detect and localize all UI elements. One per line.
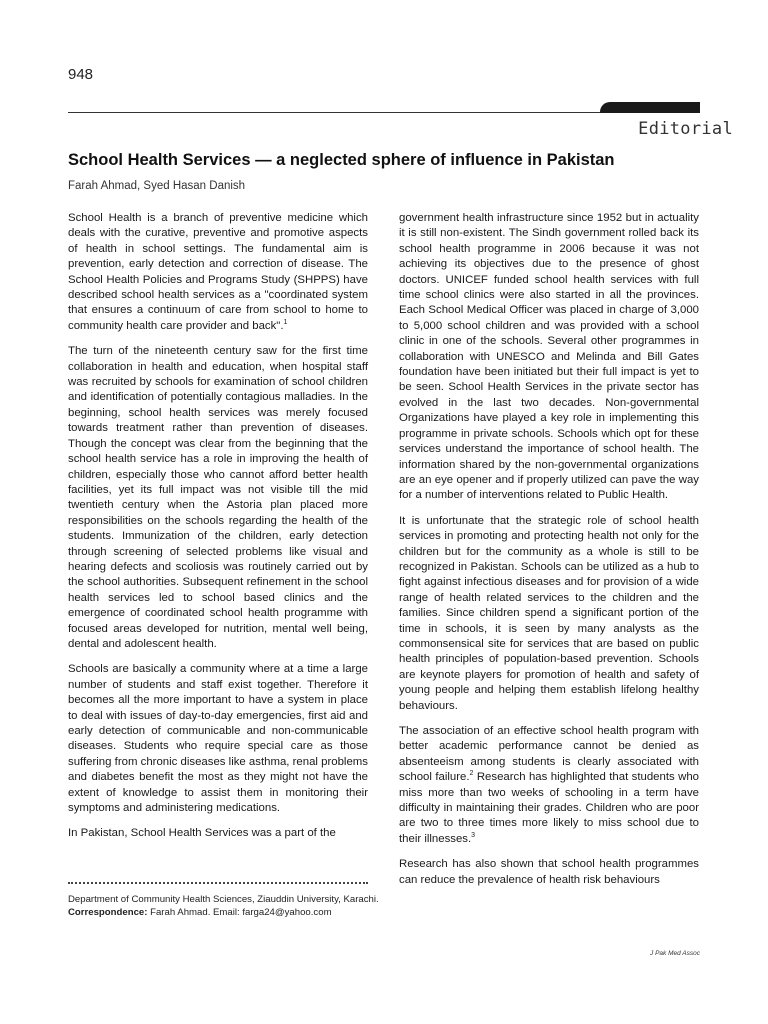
footnote-separator [68,882,368,884]
correspondence-label: Correspondence: [68,907,148,918]
correspondence [68,906,388,919]
reference-marker: 1 [283,319,288,327]
paragraph: In Pakistan, School Health Services was a part of the [68,827,336,840]
paragraph: The association of an effective school health program with better academic performance cannot be denied as absenteeism among students is clearly associated with school failure.$^2$ Research has highlighted that students who miss more than two weeks of schooling in a term have difficulty in maintaining their grades. Children who are poor are two to three times more likely to miss school due to their illnesses.$^3$ [399,725,699,845]
paragraph: Schools are basically a community where at a time a large number of students and staff exist together. Therefore it becomes all the more important to have a system in place to deal with issues of day-to-day emergencies, first aid and early detection of communicable and non-communicable diseases. Students who require special care as those suffering from chronic diseases like asthma, renal problems and diabetes benefit the most as they might not have the extent of knowledge to assist them in monitoring their symptoms and administering medications. [68,663,368,815]
article-title: School Health Services — a neglected sphere of influence in Pakistan [68,151,615,169]
right-column [399,211,699,898]
paragraph: government health infrastructure since 1952 but in actuality it is still non-existent. The Sindh government rolled back its school health programme in 2006 because it was not achieving its objectives due to the presence of ghost doctors. UNICEF funded school health services with full time school clinics were also started in all the provinces. Each School Medical Officer was placed in charge of 3,000 to 5,000 school children and was provided with a school clinic in one of the schools. Several other programmes in collaboration with UNESCO and Melinda and Bill Gates foundation have been initiated but their full impact is yet to be seen. School Health Services in the private sector has evolved in the last two decades. Non-governmental Organizations have played a key role in implementing this programme in private schools. Schools which opt for these services understand the importance of school health. The information shared by the non-governmental organizations are an eye opener and if properly utilized can pave the way for a number of interventions related to Public Health. [399,212,699,502]
page-number: 948 [68,66,94,83]
header-tab [600,102,700,113]
paragraph: The turn of the nineteenth century saw for the first time collaboration in health and education, when hospital staff was recruited by schools for examination of school children and identification of potentially contagious malladies. In the beginning, school health services was merely focused towards treatment rather than prevention of diseases. Though the concept was clear from the beginning that the school health service has a role in improving the health of children, especially those who cannot afford better health facilities, yet its full impact was not visible till the mid twentieth century when the Astoria plan placed more responsibilities on the schools regarding the health of the students. Immunization of the children, early detection through screening of selected problems like visual and hearing defects and scoliosis was routinely carried out by the school authorities. Subsequent refinement in the school health services led to school based clinics and the emergence of coordinated school health programme with focused areas developed for nutrition, mental well being, dental and adolescent health. [68,345,368,650]
footnote [68,893,388,919]
paragraph: It is unfortunate that the strategic role of school health services in promoting and protecting health not only for the children but for the community as a whole is still to be recognized in Pakistan. Schools can be utilized as a hub to fight against infectious diseases and for provision of a wide range of health related services to the children and the families. Since children spend a significant portion of the time in schools, it is seen by many analysts as the commonsensical site for services that are based on public health principles of population-based prevention. Schools are keynote players for promotion of health and safety of young people and helping them establish lifelong healthy behaviours. [399,514,699,712]
correspondence-text: Farah Ahmad. Email: farga24@yahoo.com [147,907,332,918]
reference-marker: 3 [471,832,476,840]
paragraph: School Health is a branch of preventive medicine which deals with the curative, preventive and promotive aspects of health in school settings. The fundamental aim is prevention, early detection and correction of disease. The School Health Policies and Programs Study (SHPPS) have described school health services as a "coordinated system that ensures a continuum of care from school to home to community health care provider and back".$^1$ [68,212,368,332]
section-label: Editorial [638,119,733,139]
affiliation: Department of Community Health Sciences, Ziauddin University, Karachi. [68,894,379,905]
paragraph: Research has also shown that school health programmes can reduce the prevalence of health risk behaviours [399,858,699,886]
reference-marker: 2 [469,770,474,778]
left-column [68,211,368,852]
article-authors: Farah Ahmad, Syed Hasan Danish [68,180,246,192]
journal-abbreviation: J Pak Med Assoc [650,950,700,957]
